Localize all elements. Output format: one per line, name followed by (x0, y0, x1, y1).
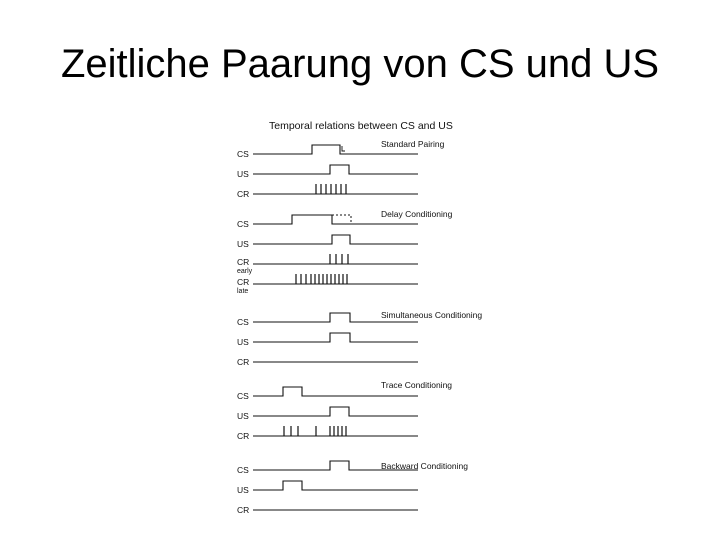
row-label: CR (237, 357, 250, 367)
row-label: US (237, 169, 249, 179)
row-label: US (237, 485, 249, 495)
group-backward-conditioning (237, 461, 468, 515)
group-label: Trace Conditioning (381, 380, 453, 390)
group-label: Simultaneous Conditioning (381, 310, 483, 320)
group-delay-conditioning (237, 209, 453, 295)
signal-trace (253, 407, 418, 416)
timing-rows (237, 139, 482, 515)
row-label: CR (237, 257, 250, 267)
row-sublabel: early (237, 268, 253, 275)
group-label: Backward Conditioning (381, 461, 468, 471)
group-trace-conditioning (237, 380, 452, 441)
row-sublabel: late (237, 288, 249, 295)
row-label: CR (237, 277, 250, 287)
row-label: CS (237, 391, 249, 401)
row-label: CR (237, 431, 250, 441)
row-label: US (237, 411, 249, 421)
row-label: CS (237, 219, 249, 229)
signal-trace (253, 481, 418, 490)
slide-title: Zeitliche Paarung von CS und US (60, 42, 660, 86)
signal-trace (253, 333, 418, 342)
row-label: CS (237, 465, 249, 475)
group-label: Standard Pairing (381, 139, 445, 149)
group-simultaneous-conditioning (237, 310, 482, 367)
time-marker (342, 146, 345, 151)
row-label: CS (237, 149, 249, 159)
dashed-segment (332, 215, 351, 224)
row-label: CR (237, 189, 250, 199)
row-label: CR (237, 505, 250, 515)
group-standard-pairing (237, 139, 445, 199)
signal-trace (253, 165, 418, 174)
signal-trace (253, 235, 418, 244)
row-label: US (237, 239, 249, 249)
group-label: Delay Conditioning (381, 209, 453, 219)
diagram-title: Temporal relations between CS and US (269, 120, 453, 132)
row-label: US (237, 337, 249, 347)
row-label: CS (237, 317, 249, 327)
